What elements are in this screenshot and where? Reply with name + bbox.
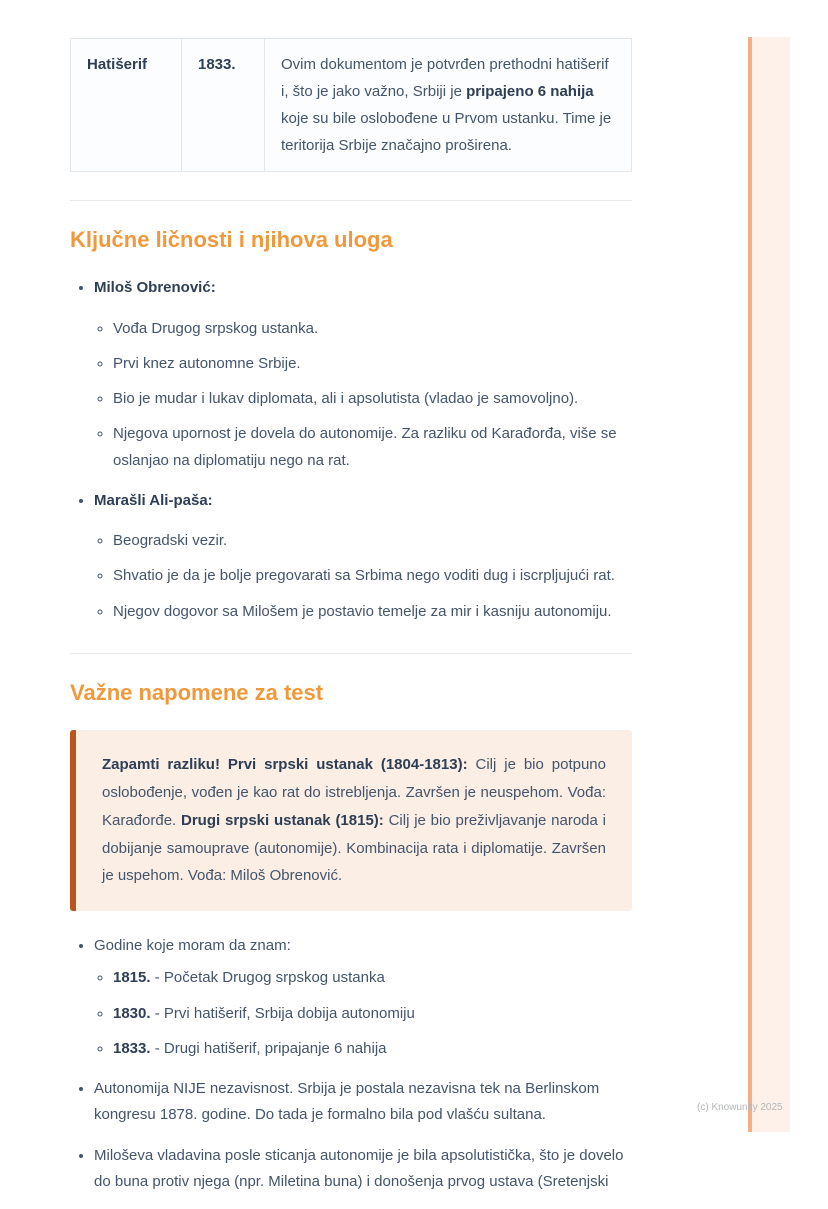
person-name: Miloš Obrenović: [94,279,216,297]
list-item-point: ◦ Njegov dogovor sa Milošem je postavio temelje za mir i kasniju autonomiju. [113,599,632,625]
timeline-table [70,38,632,172]
year-label: 1830. [113,1004,151,1022]
person-name: Marašli Ali-paša: [94,491,213,509]
callout-segment: Cilj je bio potpuno oslobođenje, vođen je kao rat do istrebljenja. Završen je neuspehom. Vođa: Karađorđe. [102,756,606,829]
callout-segment-bold: Zapamti razliku! Prvi srpski ustanak (1804-1813): [102,756,468,774]
list-item-note: • Miloševa vladavina posle sticanja autonomije je bila apsolutistička, što je dovelo do buna protiv njega (npr. Miletina buna) i donošenja prvog ustava (Sretenjski [94,1143,632,1196]
year-text: - Drugi hatišerif, pripajanje 6 nahija [150,1039,387,1057]
list-item-point: ◦ Beogradski vezir. [113,528,632,554]
person-points-list [94,528,632,625]
section-divider [70,200,632,201]
list-item-note: • Autonomija NIJE nezavisnost. Srbija je postala nezavisna tek na Berlinskom kongresu 1878. godine. Do tada je formalno bila pod vlašću sultana. [94,1076,632,1129]
list-item-point: ◦ Vođa Drugog srpskog ustanka. [113,316,632,342]
list-item-point: ◦ Njegova upornost je dovela do autonomije. Za razliku od Karađorđa, više se oslanjao na diplomatiju nego na rat. [113,421,632,474]
callout-segment-bold: Drugi srpski ustanak (1815): [181,811,384,829]
table-cell-term: Hatišerif [71,39,182,172]
page-edge-stripe [748,37,790,1132]
description-segment-bold: pripajeno 6 nahija [466,83,594,100]
list-item-year [113,1036,632,1062]
highlight-callout [70,730,632,911]
list-item-point: ◦ Prvi knez autonomne Srbije. [113,351,632,377]
year-text: - Prvi hatišerif, Srbija dobija autonomiju [150,1004,415,1022]
callout-segment: Cilj je bio preživljavanje naroda i dobijanje samouprave (autonomije). Kombinacija rata i diplomatije. Završen je uspehom. Vođa: Miloš Obrenović. [102,811,606,885]
key-people-list [70,275,632,625]
description-segment: Ovim dokumentom je potvrđen prethodni hatišerif i, što je jako važno, Srbiji je [281,56,609,100]
section-heading-test-notes: Važne napomene za test [70,679,324,705]
section-divider [70,653,632,654]
description-segment: koje su bile oslobođene u Prvom ustanku. Time je teritorija Srbije značajno proširena. [281,110,612,154]
year-label: 1815. [113,969,151,987]
year-label: 1833. [113,1039,151,1057]
person-points-list [94,316,632,474]
watermark: (c) Knowunity 2025 [697,1102,783,1113]
table-cell-description [265,39,632,172]
table-row [71,39,632,172]
list-item-year [113,965,632,991]
list-item-person [94,488,632,625]
years-list [94,965,632,1062]
list-item-years [94,933,632,1062]
list-item-point: ◦ Bio je mudar i lukav diplomata, ali i apsolutista (vladao je samovoljno). [113,386,632,412]
list-item-person [94,275,632,474]
list-item-point: ◦ Shvatio je da je bolje pregovarati sa Srbima nego voditi dug i iscrpljujući rat. [113,563,632,589]
years-intro: Godine koje moram da znam: [94,937,291,955]
list-item-year [113,1001,632,1027]
test-notes-list [70,933,632,1195]
year-text: - Početak Drugog srpskog ustanka [150,969,385,987]
section-heading-key-people: Ključne ličnosti i njihova uloga [70,227,393,252]
table-cell-year: 1833. [182,39,265,172]
document-content [70,38,632,1209]
